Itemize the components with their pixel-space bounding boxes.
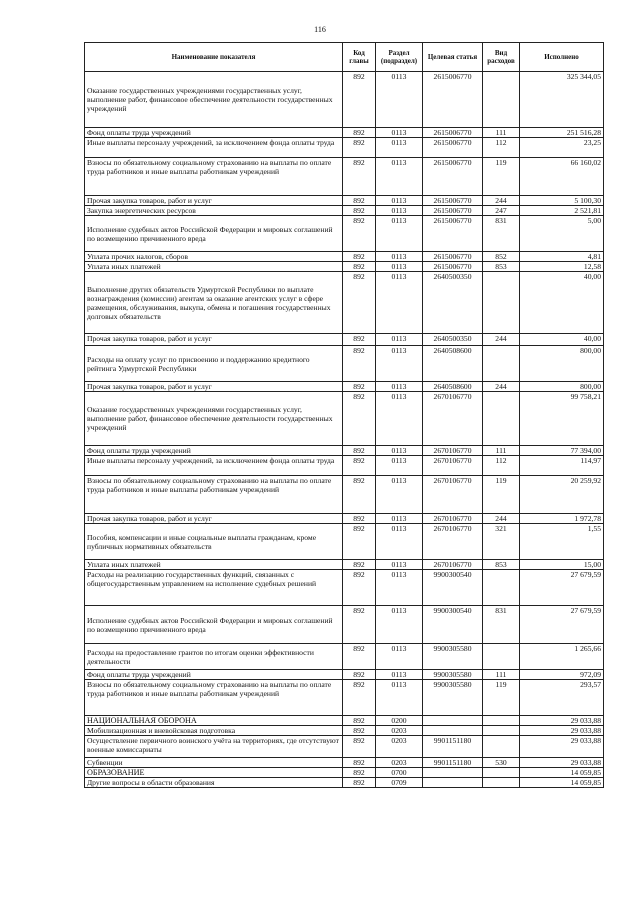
row-expense [483,392,520,446]
table-row [85,206,604,216]
table-row [85,736,604,758]
row-code: 892 [343,524,376,560]
row-target: 2615006770 [423,158,483,196]
row-code: 892 [343,670,376,680]
row-name: Прочая закупка товаров, работ и услуг [85,196,343,206]
row-name: Прочая закупка товаров, работ и услуг [85,334,343,346]
row-amount: 800,00 [520,346,604,382]
table-row [85,128,604,138]
table-row [85,606,604,644]
row-section: 0113 [376,262,423,272]
row-amount: 293,57 [520,680,604,716]
row-expense: 112 [483,456,520,476]
row-amount: 5,00 [520,216,604,252]
row-expense: 119 [483,476,520,514]
table-row [85,272,604,334]
header-code: Код главы [343,43,376,72]
row-amount: 1,55 [520,524,604,560]
row-amount: 77 394,00 [520,446,604,456]
row-code: 892 [343,346,376,382]
row-name: Уплата иных платежей [85,560,343,570]
row-expense: 321 [483,524,520,560]
row-expense: 244 [483,382,520,392]
row-target: 2615006770 [423,216,483,252]
row-target: 9900305580 [423,644,483,670]
row-amount: 40,00 [520,334,604,346]
row-code: 892 [343,736,376,758]
row-name: Фонд оплаты труда учреждений [85,128,343,138]
table-row [85,716,604,726]
row-section: 0113 [376,456,423,476]
row-code: 892 [343,334,376,346]
row-section: 0113 [376,382,423,392]
row-expense [483,272,520,334]
row-amount: 2 521,81 [520,206,604,216]
row-section: 0113 [376,206,423,216]
row-target: 2670106770 [423,476,483,514]
row-name: Осуществление первичного воинского учёта на территориях, где отсутствуют военные комиссариаты [85,736,343,758]
row-amount: 40,00 [520,272,604,334]
row-target: 9901151180 [423,758,483,768]
row-section: 0113 [376,334,423,346]
row-code: 892 [343,158,376,196]
table-row [85,196,604,206]
row-name: Субвенции [85,758,343,768]
row-code: 892 [343,382,376,392]
row-section: 0113 [376,570,423,606]
row-target: 9901151180 [423,736,483,758]
row-section: 0203 [376,736,423,758]
row-name: Расходы на предоставление грантов по итогам оценки эффективности деятельности [85,644,343,670]
table-row [85,778,604,788]
row-expense: 112 [483,138,520,158]
row-target: 2640500350 [423,334,483,346]
table-row [85,680,604,716]
table-row [85,524,604,560]
row-code: 892 [343,560,376,570]
row-code: 892 [343,644,376,670]
row-target: 2615006770 [423,138,483,158]
row-name: Другие вопросы в области образования [85,778,343,788]
row-expense: 119 [483,680,520,716]
row-amount: 114,97 [520,456,604,476]
row-name: Иные выплаты персоналу учреждений, за исключением фонда оплаты труда [85,138,343,158]
row-code: 892 [343,514,376,524]
row-amount: 29 033,88 [520,736,604,758]
row-amount: 1 265,66 [520,644,604,670]
row-target: 2615006770 [423,262,483,272]
header-executed: Исполнено [520,43,604,72]
row-expense: 244 [483,196,520,206]
row-amount: 1 972,78 [520,514,604,524]
row-target: 9900305580 [423,670,483,680]
row-expense: 119 [483,158,520,196]
table-row [85,758,604,768]
table-row [85,158,604,196]
row-name: Уплата иных платежей [85,262,343,272]
table-row [85,670,604,680]
row-code: 892 [343,262,376,272]
row-name: НАЦИОНАЛЬНАЯ ОБОРОНА [85,716,343,726]
row-expense [483,72,520,128]
row-section: 0113 [376,680,423,716]
row-expense: 853 [483,560,520,570]
row-amount: 14 059,85 [520,778,604,788]
row-amount: 5 100,30 [520,196,604,206]
header-target: Целевая статья [423,43,483,72]
row-expense: 247 [483,206,520,216]
row-amount: 12,58 [520,262,604,272]
row-amount: 29 033,88 [520,758,604,768]
row-section: 0113 [376,272,423,334]
row-code: 892 [343,778,376,788]
table-row [85,570,604,606]
row-expense: 831 [483,606,520,644]
row-code: 892 [343,606,376,644]
row-amount: 14 059,85 [520,768,604,778]
row-code: 892 [343,680,376,716]
row-name: Выполнение других обязательств Удмуртской Республики по выплате вознаграждения (комиссии) агентам за оказание агентских услуг в сфере размещения, обслуживания, выкупа, обмена и погашения государственных долговых обязательств [85,272,343,334]
row-amount: 29 033,88 [520,726,604,736]
row-amount: 23,25 [520,138,604,158]
row-section: 0700 [376,768,423,778]
row-code: 892 [343,128,376,138]
row-code: 892 [343,446,376,456]
row-section: 0113 [376,138,423,158]
row-target: 2640508600 [423,346,483,382]
row-target: 2670106770 [423,456,483,476]
row-code: 892 [343,196,376,206]
row-name: Иные выплаты персоналу учреждений, за исключением фонда оплаты труда [85,456,343,476]
row-target: 9900305580 [423,680,483,716]
row-amount: 15,00 [520,560,604,570]
row-target: 2670106770 [423,560,483,570]
table-row [85,138,604,158]
row-amount: 20 259,92 [520,476,604,514]
row-expense: 244 [483,334,520,346]
row-code: 892 [343,392,376,446]
row-name: Взносы по обязательному социальному страхованию на выплаты по оплате труда работников и иные выплаты работникам учреждений [85,158,343,196]
table-row [85,334,604,346]
row-section: 0113 [376,446,423,456]
table-row [85,382,604,392]
row-name: Расходы на оплату услуг по присвоению и поддержанию кредитного рейтинга Удмуртской Республики [85,346,343,382]
table-row [85,446,604,456]
row-amount: 66 160,02 [520,158,604,196]
row-section: 0113 [376,196,423,206]
row-expense: 111 [483,446,520,456]
row-target [423,778,483,788]
row-target: 2640500350 [423,272,483,334]
row-code: 892 [343,72,376,128]
row-expense: 853 [483,262,520,272]
table-row [85,456,604,476]
page-number: 116 [314,25,326,34]
row-expense [483,778,520,788]
row-amount: 29 033,88 [520,716,604,726]
row-name: Исполнение судебных актов Российской Федерации и мировых соглашений по возмещению причиненного вреда [85,606,343,644]
row-target: 2670106770 [423,514,483,524]
row-code: 892 [343,138,376,158]
row-target [423,726,483,736]
row-amount: 800,00 [520,382,604,392]
row-code: 892 [343,252,376,262]
table-row [85,476,604,514]
row-target: 2615006770 [423,196,483,206]
row-expense [483,570,520,606]
budget-execution-table [84,42,604,788]
row-expense [483,644,520,670]
row-section: 0203 [376,726,423,736]
row-section: 0113 [376,216,423,252]
row-amount: 972,09 [520,670,604,680]
row-section: 0113 [376,158,423,196]
row-name: ОБРАЗОВАНИЕ [85,768,343,778]
row-section: 0113 [376,606,423,644]
row-section: 0113 [376,644,423,670]
row-section: 0203 [376,758,423,768]
table-row [85,392,604,446]
row-section: 0200 [376,716,423,726]
row-name: Прочая закупка товаров, работ и услуг [85,382,343,392]
row-code: 892 [343,206,376,216]
row-section: 0113 [376,514,423,524]
row-expense: 831 [483,216,520,252]
row-code: 892 [343,768,376,778]
header-section: Раздел (подраздел) [376,43,423,72]
table-body [85,72,604,788]
row-section: 0113 [376,476,423,514]
table-row [85,560,604,570]
row-section: 0709 [376,778,423,788]
row-name: Оказание государственных учреждениями государственных услуг, выполнение работ, финансовое обеспечение деятельности государственных учреждений [85,72,343,128]
row-target: 9900300540 [423,570,483,606]
row-expense [483,726,520,736]
row-expense [483,716,520,726]
row-target [423,716,483,726]
header-expense: Вид расходов [483,43,520,72]
table-row [85,346,604,382]
row-target: 2670106770 [423,446,483,456]
row-name: Расходы на реализацию государственных функций, связанных с общегосударственным управлением на исполнение судебных решений [85,570,343,606]
row-code: 892 [343,216,376,252]
row-code: 892 [343,758,376,768]
row-name: Закупка энергетических ресурсов [85,206,343,216]
row-name: Фонд оплаты труда учреждений [85,670,343,680]
row-expense [483,346,520,382]
row-code: 892 [343,456,376,476]
table-row [85,768,604,778]
row-amount: 4,81 [520,252,604,262]
row-section: 0113 [376,128,423,138]
row-section: 0113 [376,670,423,680]
row-name: Взносы по обязательному социальному страхованию на выплаты по оплате труда работников и иные выплаты работникам учреждений [85,476,343,514]
table-row [85,72,604,128]
row-amount: 27 679,59 [520,606,604,644]
table-row [85,252,604,262]
row-target: 2670106770 [423,392,483,446]
table-row [85,726,604,736]
row-code: 892 [343,570,376,606]
row-target: 2615006770 [423,206,483,216]
row-target: 2615006770 [423,72,483,128]
row-target: 2670106770 [423,524,483,560]
row-name: Исполнение судебных актов Российской Федерации и мировых соглашений по возмещению причиненного вреда [85,216,343,252]
row-amount: 99 758,21 [520,392,604,446]
row-name: Пособия, компенсации и иные социальные выплаты гражданам, кроме публичных нормативных обязательств [85,524,343,560]
row-code: 892 [343,726,376,736]
row-section: 0113 [376,392,423,446]
row-name: Уплата прочих налогов, сборов [85,252,343,262]
row-amount: 251 516,28 [520,128,604,138]
row-code: 892 [343,716,376,726]
row-name: Взносы по обязательному социальному страхованию на выплаты по оплате труда работников и иные выплаты работникам учреждений [85,680,343,716]
table-row [85,262,604,272]
row-expense: 111 [483,128,520,138]
row-expense: 244 [483,514,520,524]
row-code: 892 [343,476,376,514]
row-target: 9900300540 [423,606,483,644]
row-section: 0113 [376,252,423,262]
row-expense [483,768,520,778]
row-name: Оказание государственных учреждениями государственных услуг, выполнение работ, финансовое обеспечение деятельности государственных учреждений [85,392,343,446]
row-name: Фонд оплаты труда учреждений [85,446,343,456]
row-name: Прочая закупка товаров, работ и услуг [85,514,343,524]
row-target [423,768,483,778]
row-amount: 27 679,59 [520,570,604,606]
row-target: 2615006770 [423,252,483,262]
row-code: 892 [343,272,376,334]
row-section: 0113 [376,560,423,570]
row-target: 2640508600 [423,382,483,392]
row-target: 2615006770 [423,128,483,138]
row-amount: 325 344,05 [520,72,604,128]
table-row [85,514,604,524]
header-name: Наименование показателя [85,43,343,72]
row-section: 0113 [376,346,423,382]
table-row [85,644,604,670]
table-header-row [85,43,604,72]
row-expense: 530 [483,758,520,768]
row-section: 0113 [376,524,423,560]
row-expense: 852 [483,252,520,262]
row-section: 0113 [376,72,423,128]
table-row [85,216,604,252]
row-expense [483,736,520,758]
row-name: Мобилизационная и вневойсковая подготовка [85,726,343,736]
row-expense: 111 [483,670,520,680]
